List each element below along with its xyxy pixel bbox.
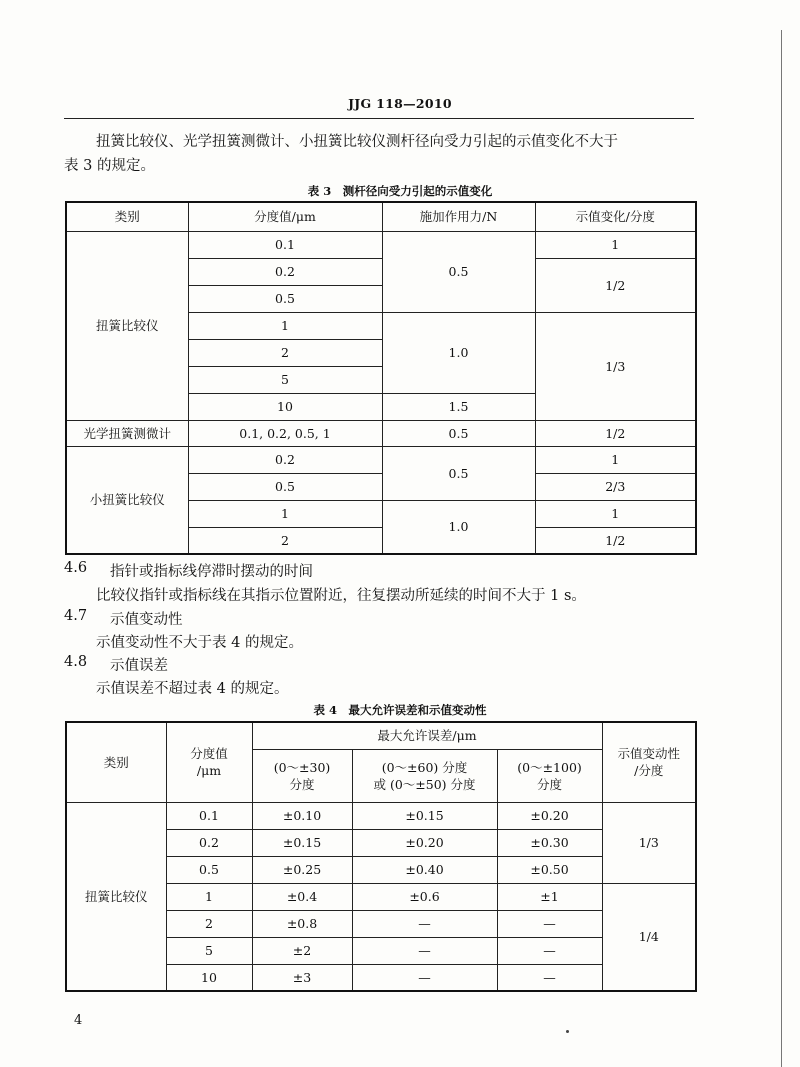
scan-speck — [566, 1030, 569, 1033]
table4-cell: ±0.10 — [252, 802, 352, 829]
table3-cell: 2/3 — [535, 473, 696, 500]
table4-variation: 1/3 — [602, 802, 696, 883]
table4-cell: ±0.25 — [252, 856, 352, 883]
table4-variation: 1/4 — [602, 883, 696, 991]
table4-cell: — — [352, 964, 497, 991]
section-4-7-title: 示值变动性 — [110, 612, 183, 628]
table3-category: 扭簧比较仪 — [66, 231, 188, 420]
table3-cell: 0.5 — [382, 446, 535, 500]
table3-cell: 1.0 — [382, 500, 535, 554]
table4-header-range-30-line2: 分度 — [289, 776, 315, 792]
section-4-8-body: 示值误差不超过表 4 的规定。 — [96, 681, 289, 697]
table4-cell: 0.5 — [166, 856, 252, 883]
table3-cell: 5 — [188, 366, 382, 393]
table3-cell: 0.2 — [188, 446, 382, 473]
table4-cell: 0.2 — [166, 829, 252, 856]
table4-header-range-30-line1: (0～±30) — [273, 759, 331, 775]
table3-caption: 表 3 测杆径向受力引起的示值变化 — [307, 184, 493, 198]
table4-header-category: 类别 — [66, 722, 166, 802]
table4-cell: ±0.6 — [352, 883, 497, 910]
table4-category: 扭簧比较仪 — [66, 802, 166, 991]
section-4-8-number: 4.8 — [64, 654, 88, 670]
table3-cell: 0.5 — [188, 473, 382, 500]
table3-cell: 2 — [188, 527, 382, 554]
table4-cell: — — [497, 964, 602, 991]
section-4-7-number: 4.7 — [64, 608, 88, 624]
table4-header-division-line2: /μm — [196, 763, 222, 779]
table4-cell: — — [352, 937, 497, 964]
scan-edge-line — [781, 30, 782, 1067]
table3-cell: 1/2 — [535, 258, 696, 312]
table4-cell: ±0.30 — [497, 829, 602, 856]
table4-cell: — — [497, 910, 602, 937]
table4-cell: ±2 — [252, 937, 352, 964]
section-4-7-body: 示值变动性不大于表 4 的规定。 — [96, 635, 303, 651]
table4-header-range-30 — [252, 749, 352, 802]
table4-cell: ±0.40 — [352, 856, 497, 883]
table4-cell: 1 — [166, 883, 252, 910]
table4-header-variation-line1: 示值变动性 — [617, 746, 681, 762]
header-rule — [64, 118, 694, 119]
table4 — [65, 721, 697, 992]
table3 — [65, 201, 697, 555]
table3-cell: 0.2 — [188, 258, 382, 285]
table4-header-mpe: 最大允许误差/μm — [252, 722, 602, 749]
table4-cell: — — [497, 937, 602, 964]
table4-cell: ±0.8 — [252, 910, 352, 937]
intro-line-2: 表 3 的规定。 — [64, 158, 155, 174]
table3-cell: 1/3 — [535, 312, 696, 420]
table4-cell: ±0.4 — [252, 883, 352, 910]
table4-header-division-line1: 分度值 — [190, 746, 228, 762]
section-4-8-title: 示值误差 — [110, 658, 168, 674]
table4-header-range-60 — [352, 749, 497, 802]
table3-cell: 1/2 — [535, 420, 696, 446]
table4-cell: ±0.20 — [497, 802, 602, 829]
table4-cell: 5 — [166, 937, 252, 964]
running-header: JJG 118—2010 — [348, 96, 452, 111]
table3-cell: 1 — [535, 500, 696, 527]
table4-cell: ±3 — [252, 964, 352, 991]
table3-header-change: 示值变化/分度 — [535, 202, 696, 231]
table3-cell: 1 — [535, 446, 696, 473]
table3-cell: 2 — [188, 339, 382, 366]
table3-cell: 1.0 — [382, 312, 535, 393]
table3-cell: 0.5 — [382, 231, 535, 312]
table4-cell: — — [352, 910, 497, 937]
table4-cell: 10 — [166, 964, 252, 991]
table3-category: 小扭簧比较仪 — [66, 446, 188, 554]
table4-cell: ±0.15 — [252, 829, 352, 856]
table3-cell: 0.5 — [382, 420, 535, 446]
table3-cell: 1/2 — [535, 527, 696, 554]
table3-cell: 1 — [188, 500, 382, 527]
table3-header-division: 分度值/μm — [188, 202, 382, 231]
table4-cell: ±0.15 — [352, 802, 497, 829]
table4-header-range-60-line1: (0～±60) 分度 — [381, 759, 468, 775]
table4-cell: ±1 — [497, 883, 602, 910]
table3-cell: 0.1, 0.2, 0.5, 1 — [188, 420, 382, 446]
table4-cell: 2 — [166, 910, 252, 937]
table4-cell: ±0.20 — [352, 829, 497, 856]
table3-header-category: 类别 — [66, 202, 188, 231]
table3-header-force: 施加作用力/N — [382, 202, 535, 231]
table3-cell: 1.5 — [382, 393, 535, 420]
table4-header-range-100-line2: 分度 — [537, 776, 563, 792]
table3-cell: 1 — [535, 231, 696, 258]
table3-cell: 1 — [188, 312, 382, 339]
section-4-6-title: 指针或指标线停滞时摆动的时间 — [110, 564, 313, 580]
table4-header-range-60-line2: 或 (0～±50) 分度 — [373, 776, 476, 792]
page-number: 4 — [74, 1013, 83, 1028]
table4-caption: 表 4 最大允许误差和示值变动性 — [313, 703, 487, 717]
table3-cell: 10 — [188, 393, 382, 420]
table3-cell: 0.5 — [188, 285, 382, 312]
table4-header-range-100 — [497, 749, 602, 802]
table4-cell: ±0.50 — [497, 856, 602, 883]
table4-header-variation — [602, 722, 696, 802]
table4-cell: 0.1 — [166, 802, 252, 829]
table3-category: 光学扭簧测微计 — [66, 420, 188, 446]
table3-cell: 0.1 — [188, 231, 382, 258]
table4-header-range-100-line1: (0～±100) — [517, 759, 582, 775]
intro-line-1: 扭簧比较仪、光学扭簧测微计、小扭簧比较仪测杆径向受力引起的示值变化不大于 — [96, 134, 618, 150]
section-4-6-body: 比较仪指针或指标线在其指示位置附近，往复摆动所延续的时间不大于 1 s。 — [96, 588, 586, 604]
table4-header-variation-line2: /分度 — [634, 763, 664, 779]
section-4-6-number: 4.6 — [64, 560, 88, 576]
table4-header-division — [166, 722, 252, 802]
